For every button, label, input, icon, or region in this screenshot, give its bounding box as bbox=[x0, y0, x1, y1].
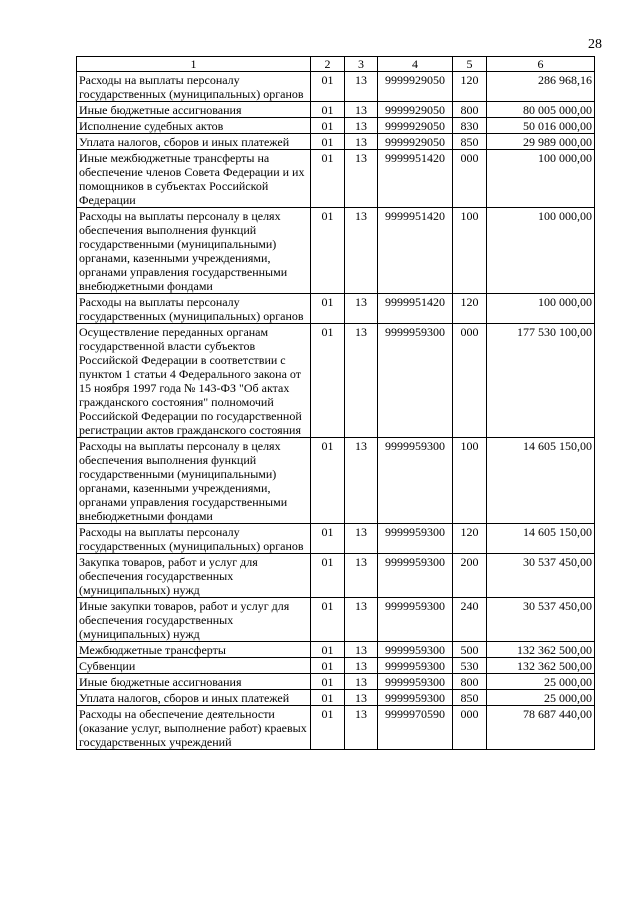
subsection-code: 13 bbox=[345, 658, 378, 674]
section-code: 01 bbox=[311, 118, 345, 134]
expense-type-code: 000 bbox=[453, 706, 487, 750]
subsection-code: 13 bbox=[345, 72, 378, 102]
table-row bbox=[77, 690, 595, 706]
amount: 100 000,00 bbox=[487, 294, 595, 324]
table-row bbox=[77, 674, 595, 690]
section-code: 01 bbox=[311, 438, 345, 524]
target-article-code: 9999959300 bbox=[378, 524, 453, 554]
table-row bbox=[77, 524, 595, 554]
section-code: 01 bbox=[311, 134, 345, 150]
row-name: Иные межбюджетные трансферты на обеспечение членов Совета Федерации и их помощников в субъектах Российской Федерации bbox=[77, 150, 311, 208]
section-code: 01 bbox=[311, 294, 345, 324]
section-code: 01 bbox=[311, 208, 345, 294]
row-name: Иные бюджетные ассигнования bbox=[77, 674, 311, 690]
expense-type-code: 100 bbox=[453, 208, 487, 294]
target-article-code: 9999959300 bbox=[378, 674, 453, 690]
amount: 100 000,00 bbox=[487, 208, 595, 294]
target-article-code: 9999951420 bbox=[378, 150, 453, 208]
amount: 100 000,00 bbox=[487, 150, 595, 208]
amount: 80 005 000,00 bbox=[487, 102, 595, 118]
section-code: 01 bbox=[311, 102, 345, 118]
amount: 132 362 500,00 bbox=[487, 658, 595, 674]
subsection-code: 13 bbox=[345, 102, 378, 118]
expense-type-code: 000 bbox=[453, 150, 487, 208]
subsection-code: 13 bbox=[345, 598, 378, 642]
section-code: 01 bbox=[311, 674, 345, 690]
header-cell: 5 bbox=[453, 57, 487, 72]
budget-table bbox=[76, 56, 595, 750]
table-row bbox=[77, 438, 595, 524]
table-row bbox=[77, 134, 595, 150]
header-cell: 3 bbox=[345, 57, 378, 72]
target-article-code: 9999959300 bbox=[378, 658, 453, 674]
subsection-code: 13 bbox=[345, 690, 378, 706]
table-header-row bbox=[77, 57, 595, 72]
row-name: Субвенции bbox=[77, 658, 311, 674]
amount: 29 989 000,00 bbox=[487, 134, 595, 150]
subsection-code: 13 bbox=[345, 134, 378, 150]
expense-type-code: 530 bbox=[453, 658, 487, 674]
section-code: 01 bbox=[311, 598, 345, 642]
amount: 25 000,00 bbox=[487, 690, 595, 706]
amount: 78 687 440,00 bbox=[487, 706, 595, 750]
table-row bbox=[77, 706, 595, 750]
target-article-code: 9999970590 bbox=[378, 706, 453, 750]
expense-type-code: 120 bbox=[453, 72, 487, 102]
target-article-code: 9999929050 bbox=[378, 118, 453, 134]
amount: 177 530 100,00 bbox=[487, 324, 595, 438]
subsection-code: 13 bbox=[345, 642, 378, 658]
row-name: Иные бюджетные ассигнования bbox=[77, 102, 311, 118]
amount: 50 016 000,00 bbox=[487, 118, 595, 134]
page-number: 28 bbox=[588, 37, 602, 52]
expense-type-code: 500 bbox=[453, 642, 487, 658]
table-row bbox=[77, 642, 595, 658]
subsection-code: 13 bbox=[345, 554, 378, 598]
subsection-code: 13 bbox=[345, 208, 378, 294]
section-code: 01 bbox=[311, 524, 345, 554]
target-article-code: 9999959300 bbox=[378, 690, 453, 706]
table-row bbox=[77, 324, 595, 438]
table-row bbox=[77, 72, 595, 102]
subsection-code: 13 bbox=[345, 294, 378, 324]
header-cell: 6 bbox=[487, 57, 595, 72]
row-name: Осуществление переданных органам государственной власти субъектов Российской Федерации в соответствии с пунктом 1 статьи 4 Федерального закона от 15 ноября 1997 года № 143-ФЗ "Об актах гражданского состояния" полномочий Российской Федерации по государственной регистрации актов гражданского состояния bbox=[77, 324, 311, 438]
section-code: 01 bbox=[311, 658, 345, 674]
expense-type-code: 120 bbox=[453, 524, 487, 554]
table-row bbox=[77, 598, 595, 642]
subsection-code: 13 bbox=[345, 118, 378, 134]
amount: 286 968,16 bbox=[487, 72, 595, 102]
expense-type-code: 000 bbox=[453, 324, 487, 438]
expense-type-code: 850 bbox=[453, 134, 487, 150]
table-row bbox=[77, 658, 595, 674]
row-name: Расходы на выплаты персоналу в целях обеспечения выполнения функций государственными (муниципальными) органами, казенными учреждениями, органами управления государственными внебюджетными фондами bbox=[77, 208, 311, 294]
section-code: 01 bbox=[311, 324, 345, 438]
target-article-code: 9999951420 bbox=[378, 294, 453, 324]
table-row bbox=[77, 208, 595, 294]
row-name: Межбюджетные трансферты bbox=[77, 642, 311, 658]
target-article-code: 9999929050 bbox=[378, 134, 453, 150]
table-row bbox=[77, 554, 595, 598]
amount: 30 537 450,00 bbox=[487, 554, 595, 598]
expense-type-code: 200 bbox=[453, 554, 487, 598]
header-cell: 1 bbox=[77, 57, 311, 72]
row-name: Расходы на выплаты персоналу государственных (муниципальных) органов bbox=[77, 524, 311, 554]
row-name: Иные закупки товаров, работ и услуг для обеспечения государственных (муниципальных) нужд bbox=[77, 598, 311, 642]
expense-type-code: 120 bbox=[453, 294, 487, 324]
table-row bbox=[77, 102, 595, 118]
header-cell: 2 bbox=[311, 57, 345, 72]
target-article-code: 9999959300 bbox=[378, 554, 453, 598]
subsection-code: 13 bbox=[345, 706, 378, 750]
row-name: Расходы на выплаты персоналу государственных (муниципальных) органов bbox=[77, 294, 311, 324]
target-article-code: 9999929050 bbox=[378, 102, 453, 118]
table-row bbox=[77, 118, 595, 134]
row-name: Расходы на обеспечение деятельности (оказание услуг, выполнение работ) краевых государственных учреждений bbox=[77, 706, 311, 750]
row-name: Уплата налогов, сборов и иных платежей bbox=[77, 690, 311, 706]
expense-type-code: 800 bbox=[453, 674, 487, 690]
amount: 132 362 500,00 bbox=[487, 642, 595, 658]
amount: 14 605 150,00 bbox=[487, 438, 595, 524]
subsection-code: 13 bbox=[345, 438, 378, 524]
target-article-code: 9999959300 bbox=[378, 598, 453, 642]
subsection-code: 13 bbox=[345, 150, 378, 208]
amount: 25 000,00 bbox=[487, 674, 595, 690]
section-code: 01 bbox=[311, 72, 345, 102]
expense-type-code: 800 bbox=[453, 102, 487, 118]
amount: 14 605 150,00 bbox=[487, 524, 595, 554]
expense-type-code: 830 bbox=[453, 118, 487, 134]
table-row bbox=[77, 294, 595, 324]
table-row bbox=[77, 150, 595, 208]
row-name: Расходы на выплаты персоналу государственных (муниципальных) органов bbox=[77, 72, 311, 102]
section-code: 01 bbox=[311, 554, 345, 598]
header-cell: 4 bbox=[378, 57, 453, 72]
section-code: 01 bbox=[311, 642, 345, 658]
target-article-code: 9999929050 bbox=[378, 72, 453, 102]
row-name: Уплата налогов, сборов и иных платежей bbox=[77, 134, 311, 150]
target-article-code: 9999951420 bbox=[378, 208, 453, 294]
row-name: Расходы на выплаты персоналу в целях обеспечения выполнения функций государственными (муниципальными) органами, казенными учреждениями, органами управления государственными внебюджетными фондами bbox=[77, 438, 311, 524]
amount: 30 537 450,00 bbox=[487, 598, 595, 642]
target-article-code: 9999959300 bbox=[378, 324, 453, 438]
section-code: 01 bbox=[311, 690, 345, 706]
expense-type-code: 100 bbox=[453, 438, 487, 524]
subsection-code: 13 bbox=[345, 674, 378, 690]
subsection-code: 13 bbox=[345, 324, 378, 438]
subsection-code: 13 bbox=[345, 524, 378, 554]
expense-type-code: 240 bbox=[453, 598, 487, 642]
target-article-code: 9999959300 bbox=[378, 438, 453, 524]
target-article-code: 9999959300 bbox=[378, 642, 453, 658]
section-code: 01 bbox=[311, 706, 345, 750]
section-code: 01 bbox=[311, 150, 345, 208]
expense-type-code: 850 bbox=[453, 690, 487, 706]
row-name: Исполнение судебных актов bbox=[77, 118, 311, 134]
row-name: Закупка товаров, работ и услуг для обеспечения государственных (муниципальных) нужд bbox=[77, 554, 311, 598]
